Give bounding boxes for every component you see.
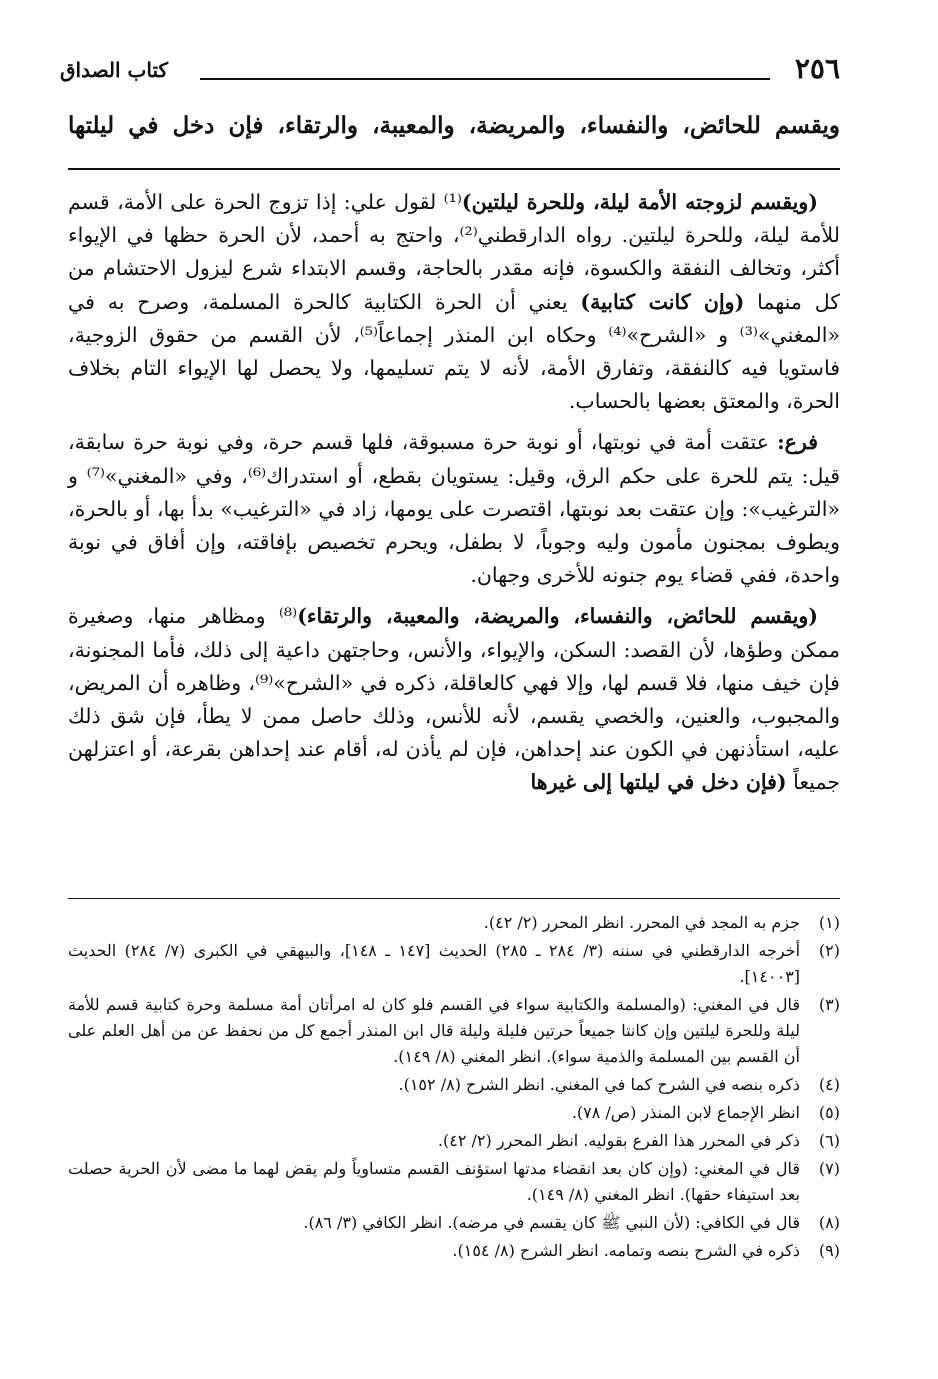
footnote-number: (٥)	[818, 1103, 840, 1122]
main-text	[68, 186, 840, 808]
commentary-text: ⁽⁸⁾ ومظاهر منها، وصغيرة ممكن وطؤها، لأن القصد: السكن، والإيواء، والأنس، وحاجتهن داعية إلى ذلك، فأما المجنونة، فإن خيف منها، فلا قسم لها، وإلا فهي كالعاقلة، ذكره في «الشرح»⁽⁹⁾، وظاهره أن المريض، والمجبوب، والعنين، والخصي يقسم، لأنه للأنس، وذلك حاصل ممن لا يطأ، فإن شق ذلك عليه، استأذنهن في الكون عند إحداهن، فإن لم يأذن له، أقام عند إحداهن بقرعة، أو اعتزلهن جميعاً	[68, 604, 840, 795]
matn-text: (ويقسم لزوجته الأمة ليلة، وللحرة ليلتين)	[461, 190, 818, 214]
commentary-text: يعني أن الحرة الكتابية كالحرة المسلمة، وصرح به في «المغني»⁽³⁾ و «الشرح»⁽⁴⁾ وحكاه ابن المنذر إجماعاً⁽⁵⁾، لأن القسم من حقوق الزوجية، فاستويا فيه كالنفقة، وتفارق الأمة، لأنه لا يتم تسليمها، ولا يحصل لها الإيواء التام بخلاف الحرة، والمعتق بعضها بالحساب.	[68, 289, 840, 414]
footnote-number: (٦)	[818, 1131, 840, 1150]
paragraph-2	[68, 426, 840, 592]
footnote-divider	[68, 898, 840, 899]
commentary-text: ⁽¹⁾ لقول علي: إذا تزوج الحرة على الأمة، قسم للأمة ليلة، وللحرة ليلتين. رواه الدارقطني⁽²⁾، واحتج به أحمد، لأن الحرة حظها في الإيواء أكثر، وتخالف النفقة والكسوة، فإنه مقدر بالحاجة، وقسم الابتداء شرع ليزول الاحتشام من كل منهما	[68, 190, 841, 314]
footnote-text: قال في المغني: (والمسلمة والكتابية سواء في القسم فلو كان له امرأتان أمة مسلمة وحرة كتابية قسم للأمة ليلة وللحرة ليلتين وإن كانتا جميعاً حرتين فليلة وليلة قال ابن المنذر أجمع كل من نحفظ عن من أهل العلم على أن القسم بين المسلمة والذمية سواء). انظر المغني (٨/ ١٤٩).	[68, 995, 800, 1066]
footnote	[68, 1210, 840, 1236]
footnotes	[68, 910, 840, 1266]
footnote	[68, 1072, 840, 1098]
running-headline: ويقسم للحائض، والنفساء، والمريضة، والمعيبة، والرتقاء، فإن دخل في ليلتها	[68, 112, 840, 139]
footnote-text: ذكره في الشرح بنصه وتمامه. انظر الشرح (٨/ ١٥٤).	[452, 1241, 800, 1260]
page-header	[60, 52, 840, 92]
footnote-number: (٧)	[818, 1159, 840, 1178]
footnote-text: ذكر في المحرر هذا الفرع بقوليه. انظر المحرر (٢/ ٤٢).	[437, 1131, 800, 1150]
book-title: كتاب الصداق	[60, 58, 169, 82]
footnote-text: انظر الإجماع لابن المنذر (ص/ ٧٨).	[571, 1103, 800, 1122]
footnote	[68, 1156, 840, 1208]
paragraph-3	[68, 600, 840, 799]
footnote-text: أخرجه الدارقطني في سننه (٣/ ٢٨٤ ـ ٢٨٥) الحديث [١٤٧ ـ ١٤٨]، والبيهقي في الكبرى (٧/ ٢٨٤) الحديث [١٤٠٠٣].	[68, 941, 801, 986]
footnote-text: قال في الكافي: (لأن النبي ﷺ كان يقسم في مرضه). انظر الكافي (٣/ ٨٦).	[303, 1213, 800, 1232]
page-number: ٢٥٦	[794, 52, 840, 85]
matn-text: (فإن دخل في ليلتها إلى غيرها	[530, 770, 787, 795]
footnote	[68, 1100, 840, 1126]
matn-text: (ويقسم للحائض، والنفساء، والمريضة، والمعيبة، والرتقاء)	[297, 604, 818, 629]
footnote-number: (٨)	[818, 1213, 840, 1232]
header-rule	[200, 78, 770, 80]
headline-divider	[68, 168, 840, 170]
paragraph-1	[68, 186, 840, 418]
footnote-number: (٤)	[818, 1075, 840, 1094]
footnote-text: ذكره بنصه في الشرح كما في المغني. انظر الشرح (٨/ ١٥٢).	[398, 1075, 800, 1094]
branch-label: فرع:	[777, 430, 818, 455]
footnote	[68, 1128, 840, 1154]
footnote-number: (٩)	[818, 1241, 840, 1260]
footnote-text: جزم به المجد في المحرر. انظر المحرر (٢/ ٤٢).	[483, 913, 800, 932]
footnote-number: (٢)	[818, 941, 840, 960]
footnote-text: قال في المغني: (وإن كان بعد انقضاء مدتها استؤنف القسم متساوياً ولم يقض لهما ما مضى لأن الحرية حصلت بعد استيفاء حقها). انظر المغني (٨/ ١٤٩).	[68, 1159, 800, 1204]
footnote	[68, 992, 840, 1070]
commentary-text: عتقت أمة في نوبتها، أو نوبة حرة مسبوقة، فلها قسم حرة، وفي نوبة حرة سابقة، قيل: يتم للحرة على حكم الرق، وقيل: يستويان بقطع، أو استدراك⁽⁶⁾، وفي «المغني»⁽⁷⁾ و «الترغيب»: وإن عتقت بعد نوبتها، اقتصرت على يومها، زاد في «الترغيب» بدأ بها، أو بالحرة، ويطوف بمجنون مأمون وليه وجوباً، لا بطفل، ويحرم تخصيص بإفاقته، وإن أفاق في نوبة واحدة، ففي قضاء يوم جنونه للأخرى وجهان.	[68, 430, 841, 588]
footnote	[68, 938, 840, 990]
footnote	[68, 910, 840, 936]
footnote-number: (٣)	[818, 995, 840, 1014]
footnote	[68, 1238, 840, 1264]
footnote-number: (١)	[818, 913, 840, 932]
matn-text: (وإن كانت كتابية)	[580, 289, 745, 314]
